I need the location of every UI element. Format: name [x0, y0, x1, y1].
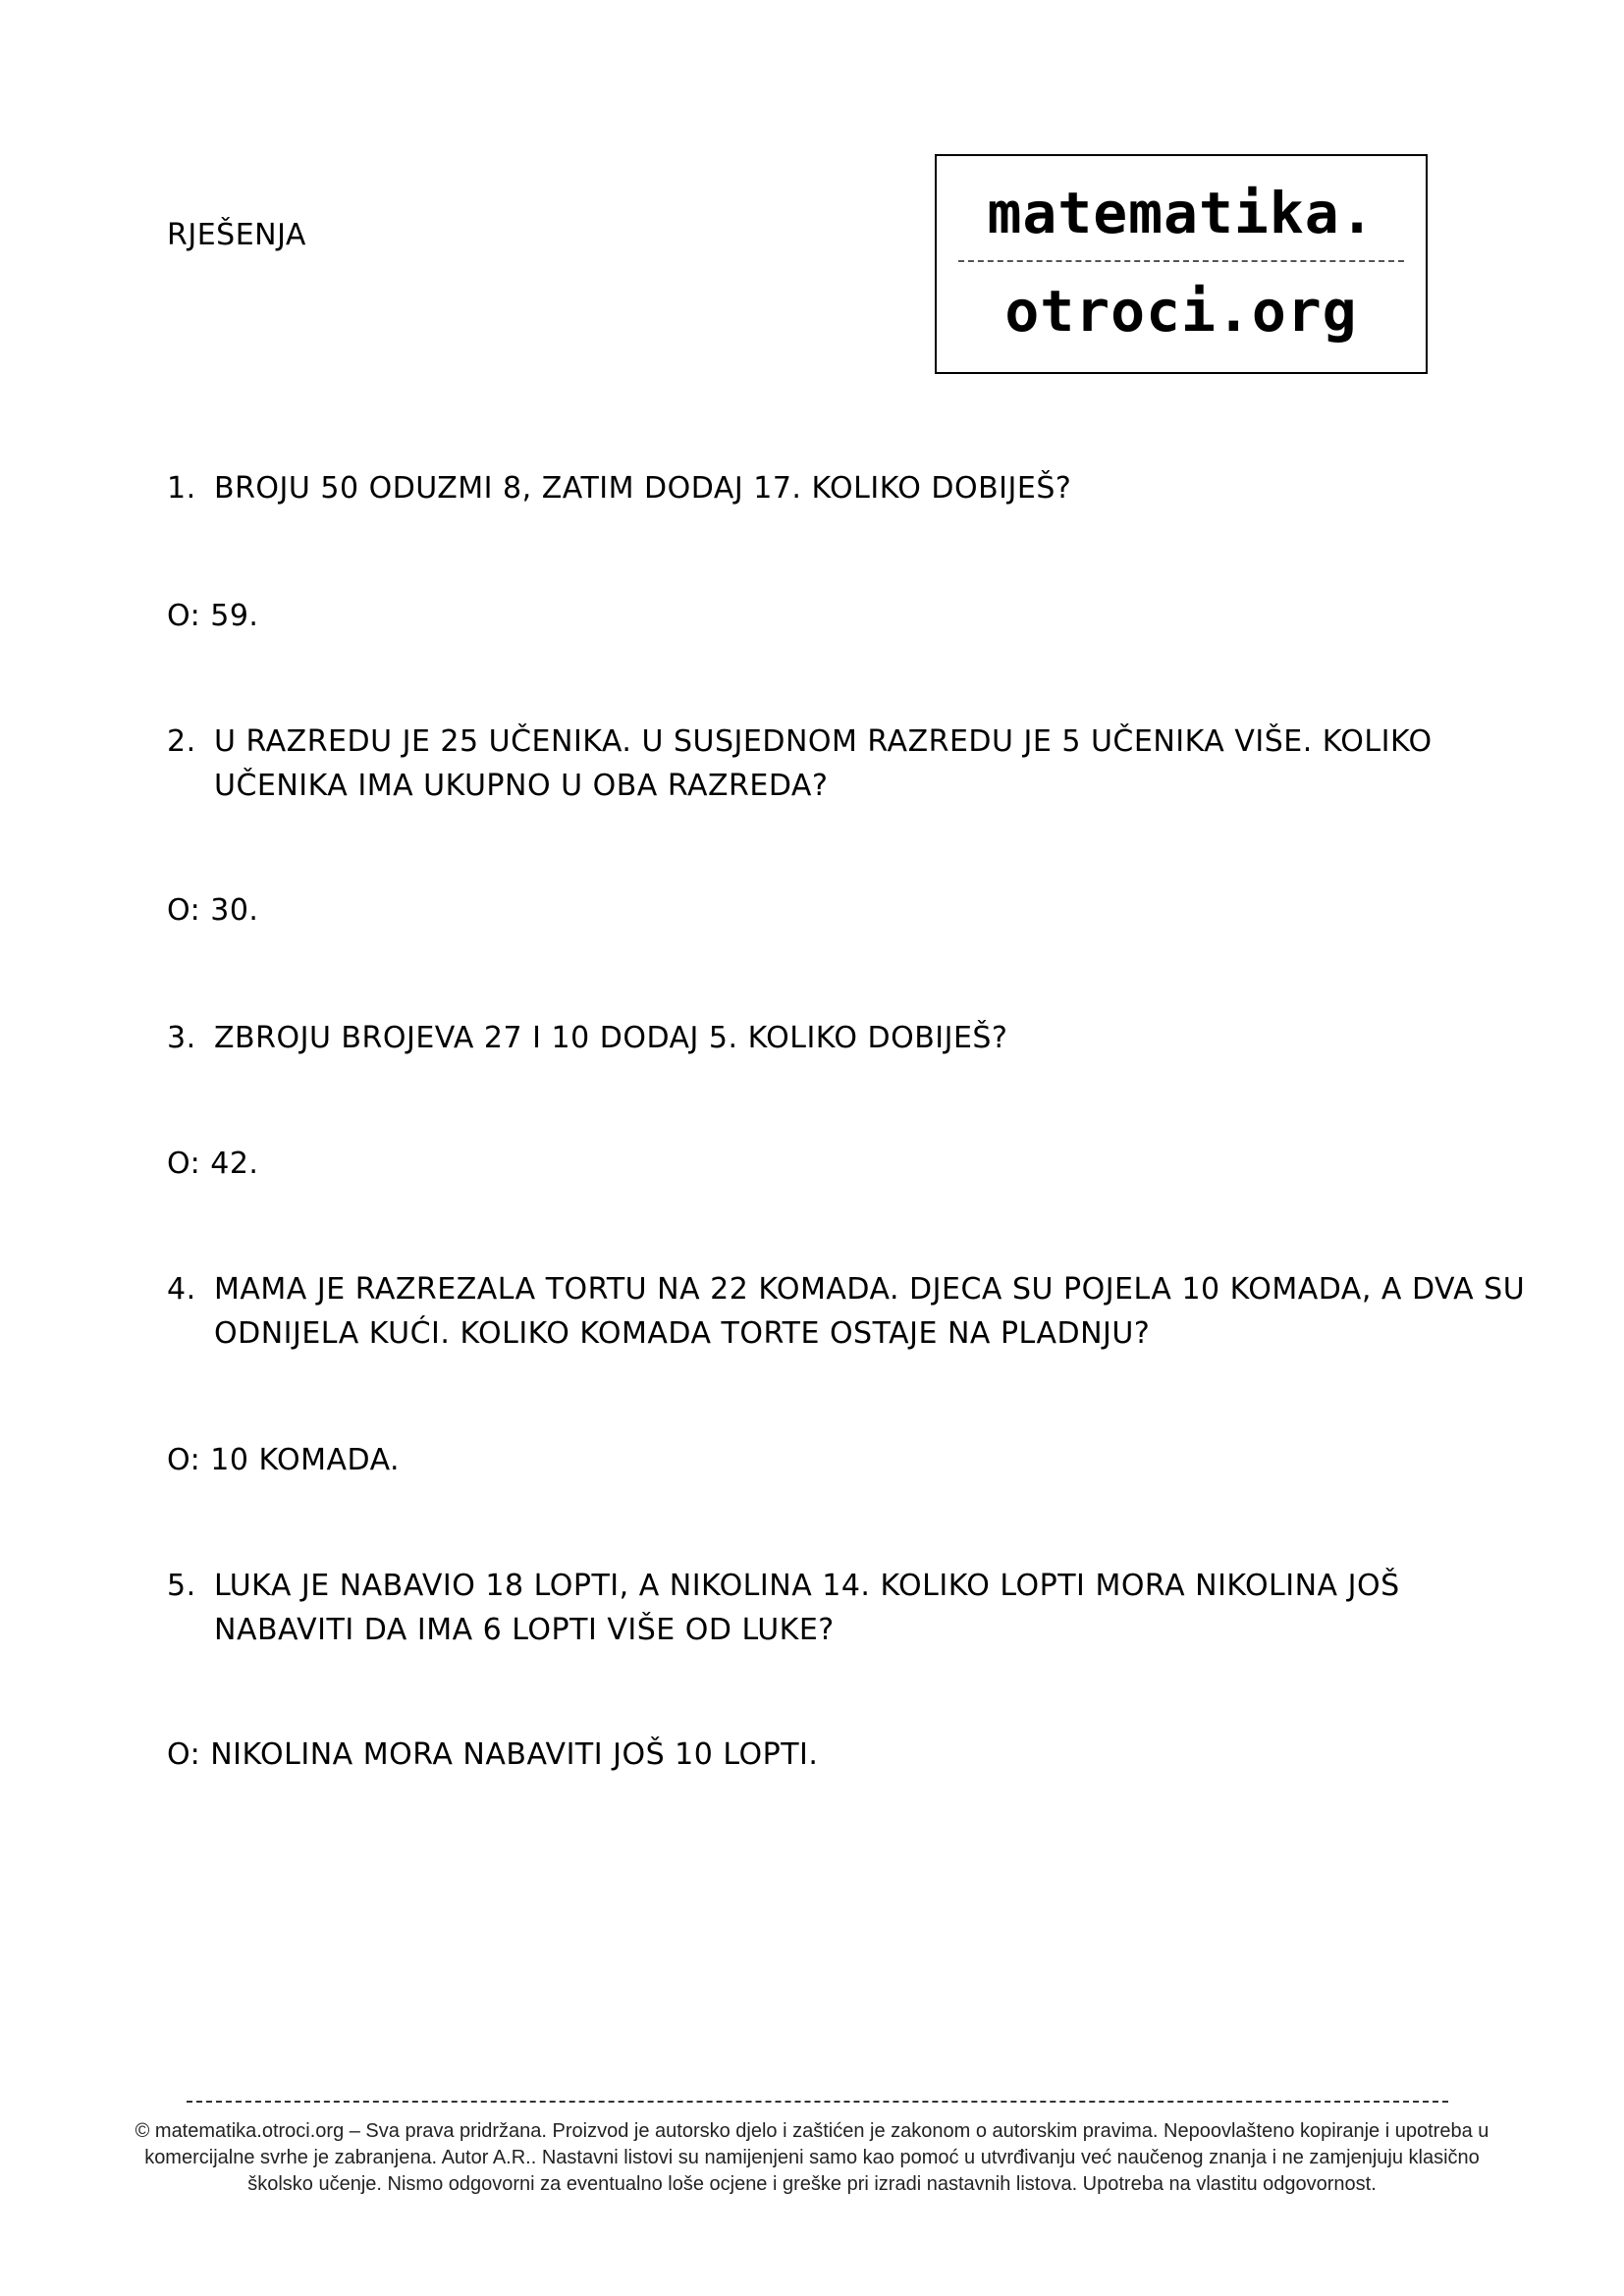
- question-number: 1.: [167, 471, 196, 506]
- answer-1: O: 59.: [167, 599, 259, 633]
- question-4: [167, 1267, 1532, 1356]
- footer-line-3: školsko učenje. Nismo odgovorni za eventualno loše ocjene i greške pri izradi nastavnih listova. Upotreba na vlastitu odgovornost.: [247, 2173, 1377, 2195]
- logo-divider: [958, 260, 1404, 262]
- page-heading: RJEŠENJA: [167, 218, 306, 252]
- question-text: U RAZREDU JE 25 UČENIKA. U SUSJEDNOM RAZREDU JE 5 UČENIKA VIŠE. KOLIKO UČENIKA IMA UKUPNO U OBA RAZREDA?: [214, 724, 1433, 803]
- question-number: 5.: [167, 1569, 196, 1603]
- answer-5: O: NIKOLINA MORA NABAVITI JOŠ 10 LOPTI.: [167, 1737, 819, 1772]
- question-3: [167, 1016, 1532, 1060]
- question-number: 2.: [167, 724, 196, 759]
- answer-2: O: 30.: [167, 893, 259, 928]
- question-2: [167, 720, 1532, 808]
- answer-3: O: 42.: [167, 1147, 259, 1181]
- answer-4: O: 10 KOMADA.: [167, 1443, 401, 1477]
- logo-line-2: otroci.org: [1004, 278, 1358, 345]
- question-number: 4.: [167, 1272, 196, 1307]
- footer-divider: [187, 2101, 1448, 2103]
- footer-line-2: komercijalne svrhe je zabranjena. Autor A.R.. Nastavni listovi su namijenjeni samo kao pomoć u utvrđivanju već naučenog znanja i ne zamjenjuju klasično: [144, 2147, 1480, 2168]
- question-text: MAMA JE RAZREZALA TORTU NA 22 KOMADA. DJECA SU POJELA 10 KOMADA, A DVA SU ODNIJELA KUĆI. KOLIKO KOMADA TORTE OSTAJE NA PLADNJU?: [214, 1272, 1526, 1351]
- question-5: [167, 1564, 1532, 1652]
- logo-line-1: matematika.: [987, 180, 1376, 246]
- question-number: 3.: [167, 1021, 196, 1055]
- question-text: LUKA JE NABAVIO 18 LOPTI, A NIKOLINA 14. KOLIKO LOPTI MORA NIKOLINA JOŠ NABAVITI DA IMA 6 LOPTI VIŠE OD LUKE?: [214, 1569, 1400, 1647]
- question-text: ZBROJU BROJEVA 27 I 10 DODAJ 5. KOLIKO DOBIJEŠ?: [214, 1021, 1008, 1055]
- copyright-footer: [118, 2118, 1506, 2198]
- question-1: [167, 466, 1532, 510]
- question-text: BROJU 50 ODUZMI 8, ZATIM DODAJ 17. KOLIKO DOBIJEŠ?: [214, 471, 1072, 506]
- footer-line-1: © matematika.otroci.org – Sva prava pridržana. Proizvod je autorsko djelo i zaštićen je zakonom o autorskim pravima. Nepoovlašteno kopiranje i upotreba u: [135, 2120, 1489, 2142]
- site-logo: [935, 154, 1428, 374]
